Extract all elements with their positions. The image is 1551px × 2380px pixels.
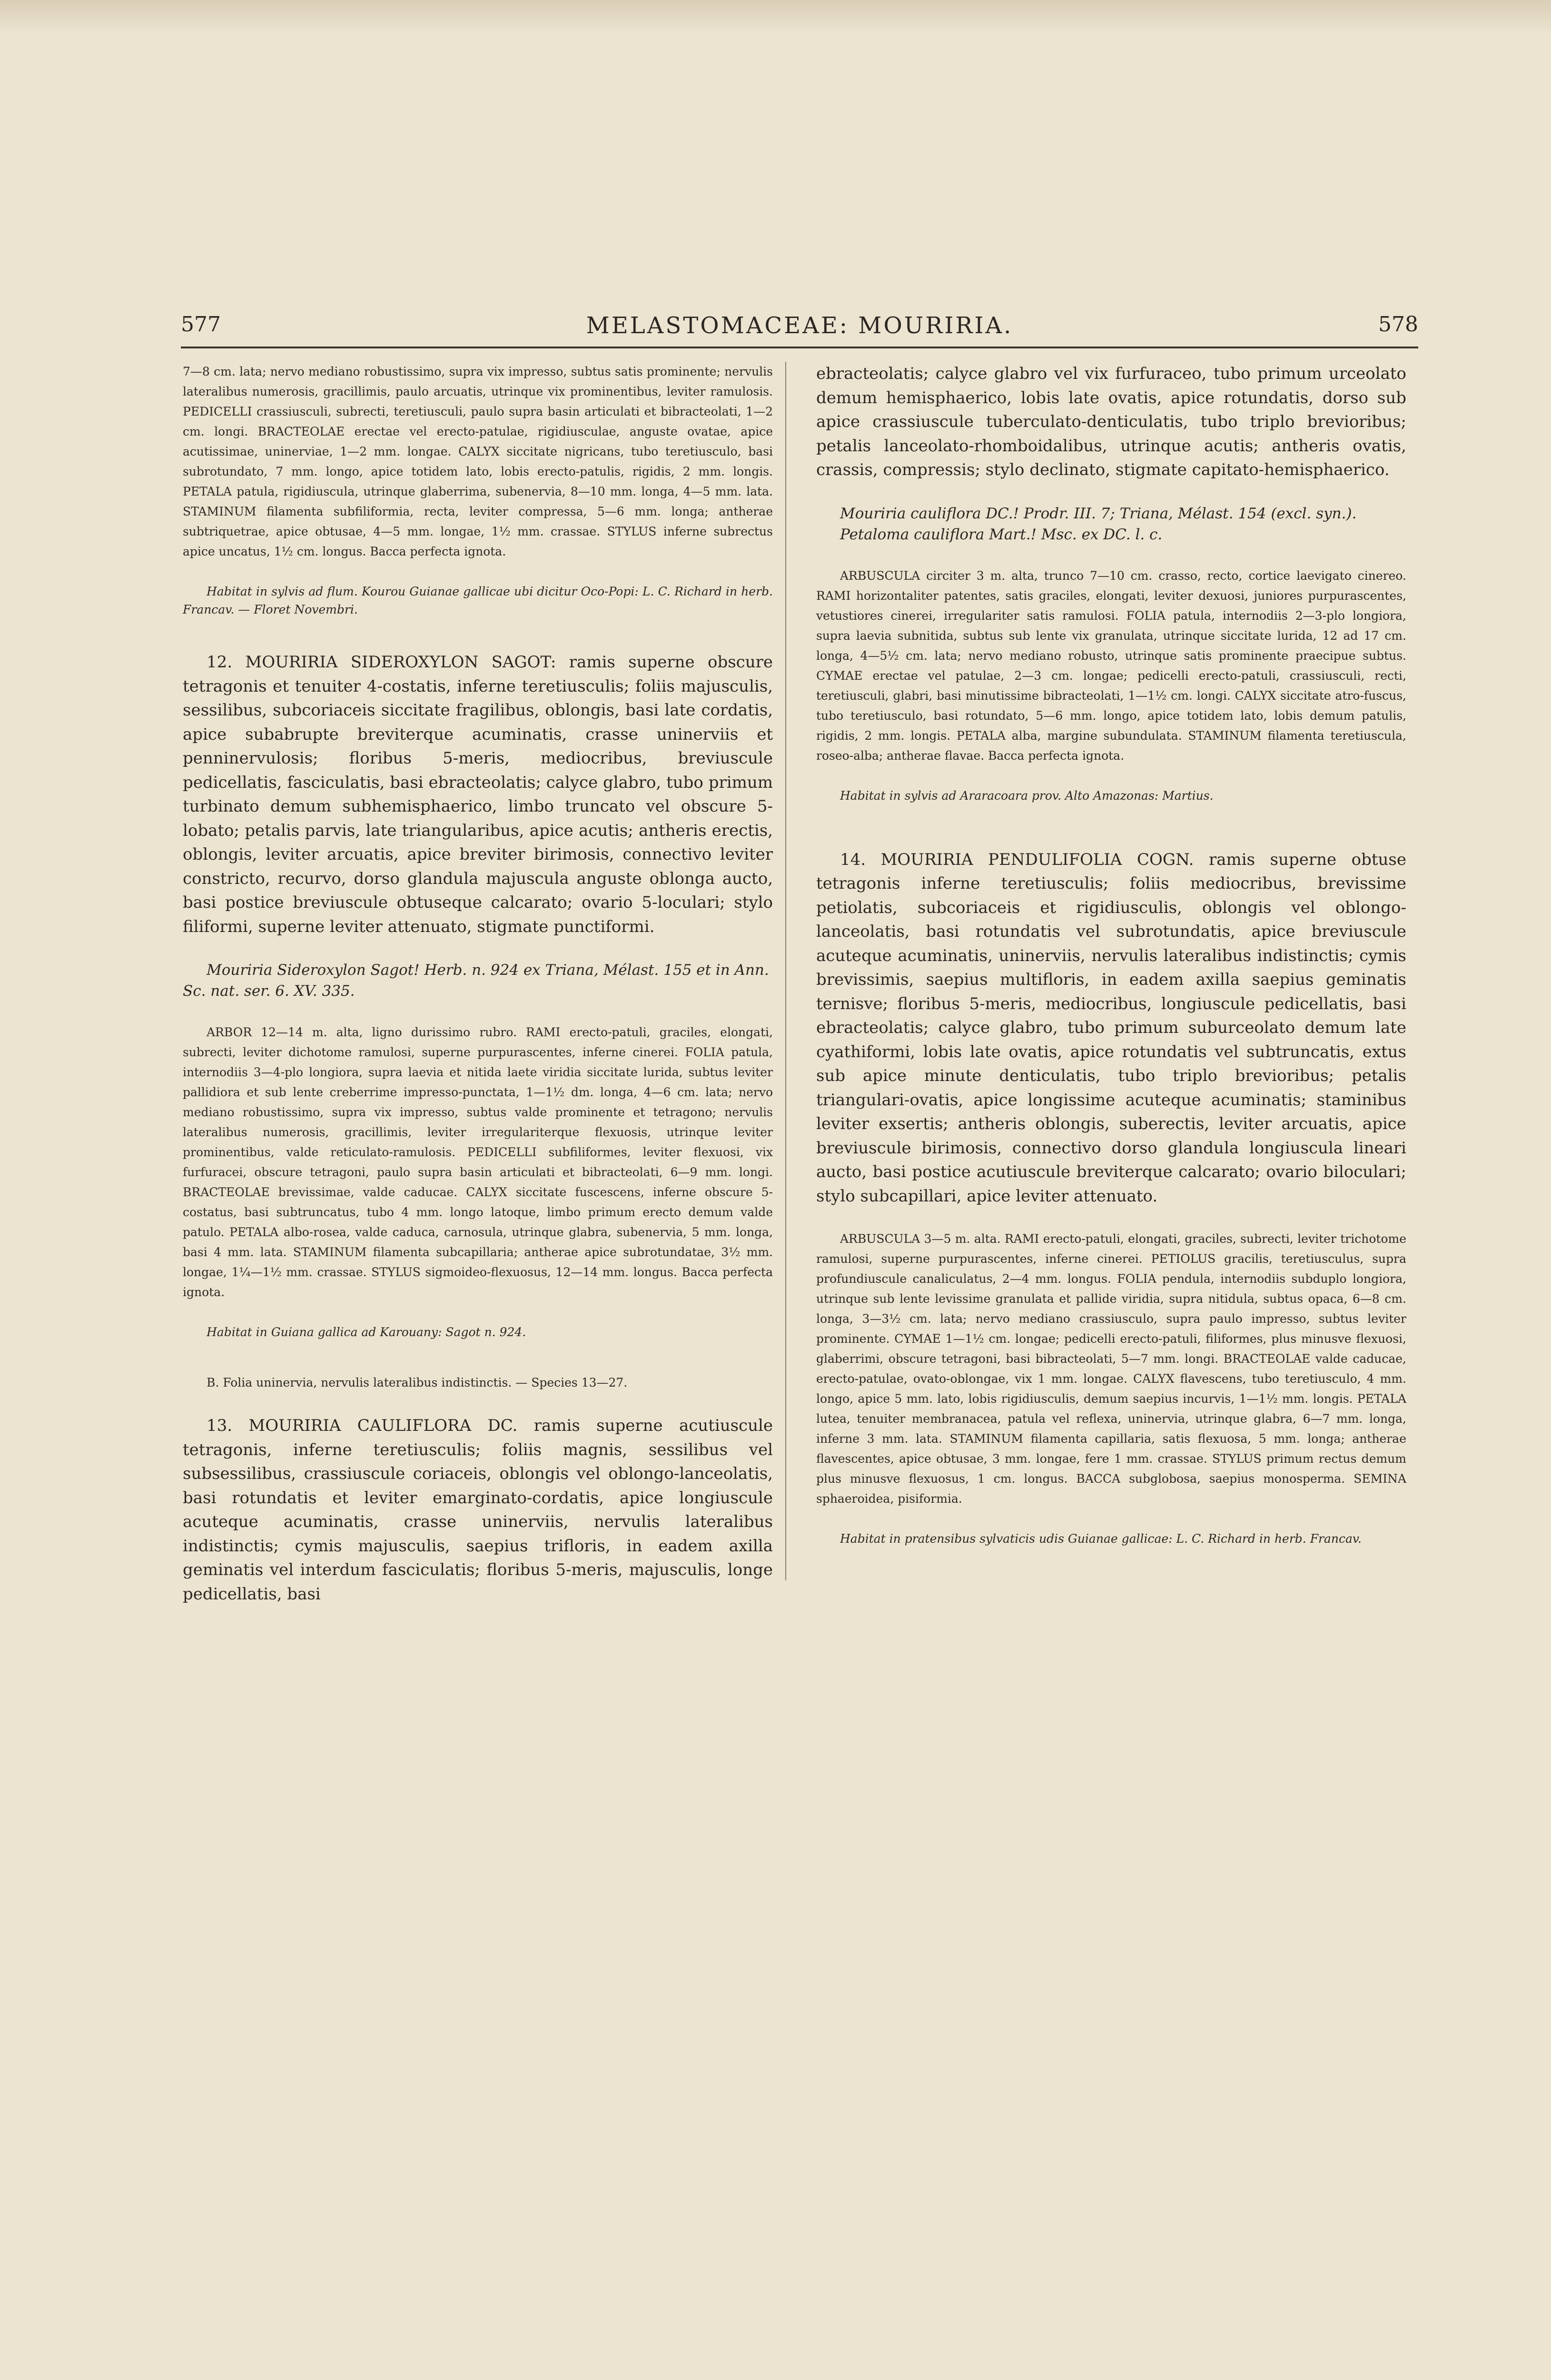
species-14-description: 14. MOURIRIA PENDULIFOLIA COGN. ramis superne obtuse tetragonis inferne teretiusculis; foliis mediocribus, brevissime petiolatis, subcoriaceis et rigidiusculis, oblongis vel oblongo-lanceolatis, basi rotundatis vel subrotundatis, apice breviuscule acuteque acuminatis, uninerviis, nervulis lateralibus indistinctis; cymis brevissimis, saepius multifloris, in eadem axilla saepius geminatis ternisve; floribus 5-meris, mediocribus, longiuscule pedicellatis, basi ebracteolatis; calyce glabro, tubo primum suburceolato demum late cyathiformi, lobis late ovatis, apice rotundatis vel subtruncatis, extus sub apice minute denticulatis, tubo triplo brevioribus; petalis triangulari-ovatis, apice longissime acuteque acuminatis; staminibus leviter exsertis; antheris oblongis, suberectis, leviter arcuatis, apice breviuscule birimosis, connectivo dorso glandula longiuscula lineari aucto, basi postice acutiuscule breviterque calcarato; ovario biloculari; stylo subcapillari, apice leviter attenuato. <box>816 850 1406 1206</box>
left-column <box>183 362 773 1606</box>
species-12-description: 12. MOURIRIA SIDEROXYLON SAGOT: ramis superne obscure tetragonis et tenuiter 4-costatis, inferne teretiusculis; foliis majusculis, sessilibus, subcoriaceis siccitate fragilibus, oblongis, basi late cordatis, apice subabrupte breviterque acuminatis, crasse uninerviis et penninervulosis; floribus 5-meris, mediocribus, breviuscule pedicellatis, fasciculatis, basi ebracteolatis; calyce glabro, tubo primum turbinato demum subhemisphaerico, limbo truncato vel obscure 5-lobato; petalis parvis, late triangularibus, apice acutis; antheris erectis, oblongis, leviter arcuatis, apice breviter birimosis, connectivo leviter constricto, recurvo, dorso glandula majuscula anguste oblonga aucto, basi postice breviuscule obtuseque calcarato; ovario 5-loculari; stylo filiformi, superne leviter attenuato, stigmate punctiformi. <box>183 653 773 936</box>
species-14-detail: ARBUSCULA 3—5 m. alta. RAMI erecto-patuli, elongati, graciles, subrecti, leviter trichotome ramulosi, superne purpurascentes, inferne cinerei. PETIOLUS gracilis, teretiusculus, supra profundiuscule canaliculatus, 2—4 mm. longus. FOLIA pendula, internodiis subduplo longiora, utrinque sub lente levissime granulata et pallide viridia, supra nitidula, subtus opaca, 6—8 cm. longa, 3—3½ cm. lata; nervo mediano crassiusculo, supra paulo impresso, subtus leviter prominente. CYMAE 1—1½ cm. longae; pedicelli erecto-patuli, filiformes, plus minusve flexuosi, glaberrimi, obscure tetragoni, basi bibracteolati, 5—7 mm. longi. BRACTEOLAE valde caducae, erecto-patulae, ovato-oblongae, vix 1 mm. longae. CALYX flavescens, tubo teretiusculo, 4 mm. longo, apice 5 mm. lato, lobis rigidiusculis, demum saepius incurvis, 1—1½ mm. longis. PETALA lutea, tenuiter membranacea, patula vel reflexa, uninervia, utrinque glabra, 6—7 mm. longa, inferne 3 mm. lata. STAMINUM filamenta capillaria, satis flexuosa, 5 mm. longa; antherae flavescentes, apice obtusae, 3 mm. longae, fere 1 mm. crassae. STYLUS primum rectus demum plus minusve flexuosus, 1 cm. longus. BACCA subglobosa, saepius monosperma. SEMINA sphaeroidea, pisiformia. <box>816 1232 1406 1506</box>
species-13-synonym-2: Petaloma cauliflora Mart.! Msc. ex DC. l. c. <box>840 526 1163 543</box>
page-number-left: 577 <box>181 312 221 337</box>
section-b-heading: B. Folia uninervia, nervulis lateralibus indistinctis. — Species 13—27. <box>207 1376 628 1389</box>
species-14-habitat: Habitat in pratensibus sylvaticis udis Guianae gallicae: L. C. Richard in herb. Francav. <box>840 1532 1362 1546</box>
page-edge <box>0 0 1551 33</box>
species-13-detail: ARBUSCULA circiter 3 m. alta, trunco 7—10 cm. crasso, recto, cortice laevigato cinereo. RAMI horizontaliter patentes, satis graciles, elongati, leviter dexuosi, juniores purpurascentes, vetustiores cinerei, irregulariter satis ramulosi. FOLIA patula, internodiis 2—3-plo longiora, supra laevia subnitida, subtus sub lente vix granulata, utrinque siccitate lurida, 12 ad 17 cm. longa, 4—5½ cm. lata; nervo mediano robusto, utrinque satis prominente praecipue subtus. CYMAE erectae vel patulae, 2—3 cm. longae; pedicelli erecto-patuli, crassiusculi, recti, teretiusculi, glabri, basi minutissime bibracteolati, 1—1½ cm. longi. CALYX siccitate atro-fuscus, tubo teretiusculo, basi rotundato, 5—6 mm. longo, apice totidem lato, lobis demum patulis, rigidis, 2 mm. longis. PETALA alba, margine subundulata. STAMINUM filamenta teretiuscula, roseo-alba; antherae flavae. Bacca perfecta ignota. <box>816 568 1406 763</box>
column-divider <box>785 362 786 1580</box>
header-rule <box>181 347 1418 348</box>
page-number-right: 578 <box>1378 312 1418 337</box>
running-title: MELASTOMACEAE: MOURIRIA. <box>586 312 1013 339</box>
running-header <box>181 312 1418 346</box>
species-12-synonymy: Mouriria Sideroxylon Sagot! Herb. n. 924 ex Triana, Mélast. 155 et in Ann. Sc. nat. ser. 6. XV. 335. <box>183 962 769 1000</box>
species-12-habitat: Habitat in Guiana gallica ad Karouany: Sagot n. 924. <box>207 1325 526 1339</box>
right-column <box>816 362 1406 1548</box>
species-12-detail: ARBOR 12—14 m. alta, ligno durissimo rubro. RAMI erecto-patuli, graciles, elongati, subrecti, leviter dichotome ramulosi, superne purpurascentes, inferne cinerei. FOLIA patula, internodiis 3—4-plo longiora, supra laevia et nitida laete viridia siccitate lurida, subtus leviter pallidiora et sub lente creberrime impresso-punctata, 1—1½ dm. longa, 4—6 cm. lata; nervo mediano robustissimo, supra vix impresso, subtus valde prominente et tetragono; nervulis lateralibus numerosis, gracillimis, leviter irregulariterque flexuosis, utrinque leviter prominentibus, valde reticulato-ramulosis. PEDICELLI subfiliformes, leviter flexuosi, vix furfuracei, obscure tetragoni, paulo supra basin articulati et bibracteolati, 6—9 mm. longi. BRACTEOLAE brevissimae, valde caducae. CALYX siccitate fuscescens, inferne obscure 5-costatus, basi subtruncatus, tubo 4 mm. longo latoque, limbo primum erecto demum valde patulo. PETALA albo-rosea, valde caduca, carnosula, utrinque glabra, subenervia, 5 mm. longa, basi 4 mm. lata. STAMINUM filamenta subcapillaria; antherae apice subrotundatae, 3½ mm. longae, 1¼—1½ mm. crassae. STYLUS sigmoideo-flexuosus, 12—14 mm. longus. Bacca perfecta ignota. <box>183 1025 773 1299</box>
species-13-synonym-1: Mouriria cauliflora DC.! Prodr. III. 7; Triana, Mélast. 154 (excl. syn.). <box>840 505 1357 522</box>
species-13-description: 13. MOURIRIA CAULIFLORA DC. ramis superne acutiuscule tetragonis, inferne teretiusculis; foliis magnis, sessilibus vel subsessilibus, crassiuscule coriaceis, oblongis vel oblongo-lanceolatis, basi rotundatis et leviter emarginato-cordatis, apice longiuscule acuteque acuminatis, crasse uninerviis, nervulis lateralibus indistinctis; cymis majusculis, saepius trifloris, in eadem axilla geminatis vel interdum fasciculatis; floribus 5-meris, majusculis, longe pedicellatis, basi <box>183 1416 773 1604</box>
species-13-habitat: Habitat in sylvis ad Araracoara prov. Alto Amazonas: Martius. <box>840 788 1214 803</box>
continued-habitat: Habitat in sylvis ad flum. Kourou Guianae gallicae ubi dicitur Oco-Popi: L. C. Richard in herb. Francav. — Floret Novembri. <box>183 585 773 616</box>
continued-description: 7—8 cm. lata; nervo mediano robustissimo, supra vix impresso, subtus satis prominente; nervulis lateralibus numerosis, gracillimis, paulo arcuatis, utrinque vix prominentibus, leviter ramulosis. PEDICELLI crassiusculi, subrecti, teretiusculi, paulo supra basin articulati et bibracteolati, 1—2 cm. longi. BRACTEOLAE erectae vel erecto-patulae, rigidiusculae, anguste ovatae, apice acutissimae, uninerviae, 1—2 mm. longae. CALYX siccitate nigricans, tubo teretiusculo, basi subrotundato, 7 mm. longo, apice totidem lato, lobis erecto-patulis, rigidis, 2 mm. longis. PETALA patula, rigidiuscula, utrinque glaberrima, subenervia, 8—10 mm. longa, 4—5 mm. lata. STAMINUM filamenta subfiliformia, recta, leviter compressa, 5—6 mm. longa; antherae subtriquetrae, apice obtusae, 4—5 mm. longae, 1½ mm. crassae. STYLUS inferne subrectus apice uncatus, 1½ cm. longus. Bacca perfecta ignota. <box>183 365 773 558</box>
species-13-description-continued: ebracteolatis; calyce glabro vel vix furfuraceo, tubo primum urceolato demum hemisphaerico, lobis late ovatis, apice rotundatis, dorso sub apice crassiuscule tuberculato-denticulatis, tubo triplo brevioribus; petalis lanceolato-rhomboidalibus, utrinque acutis; antheris ovatis, crassis, compressis; stylo declinato, stigmate capitato-hemisphaerico. <box>816 364 1406 479</box>
